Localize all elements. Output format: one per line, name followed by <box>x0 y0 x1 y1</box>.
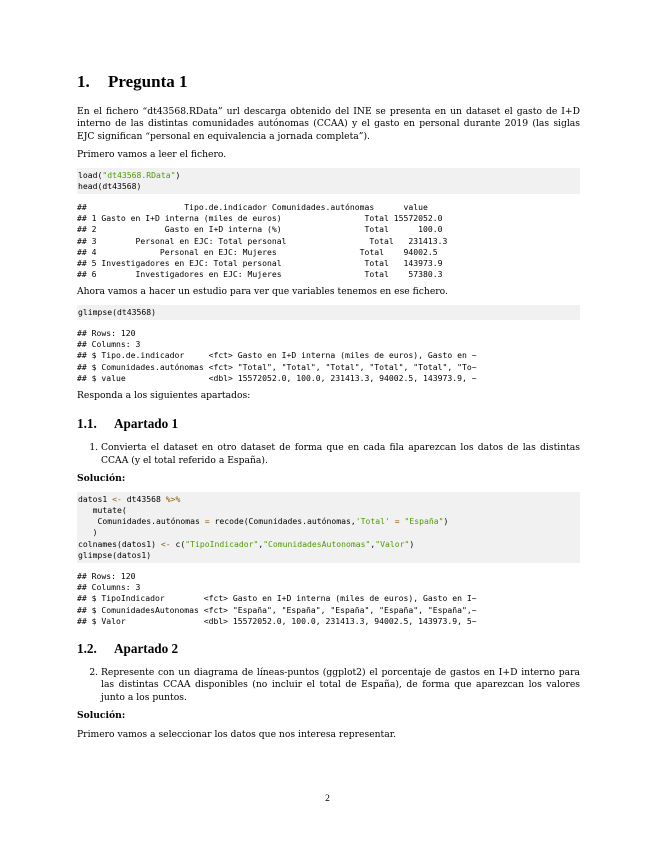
code-text: , <box>258 538 264 549</box>
output-line: ## $ ComunidadesAutonomas <fct> "España", "España", "España", "España", "España",~ <box>77 604 477 615</box>
output-block-datos1 <box>77 571 580 627</box>
solution-label-1: Solución: <box>77 473 126 485</box>
code-text: colnames(datos1) <box>78 538 161 549</box>
code-operator: %>% <box>165 493 181 504</box>
code-text: , <box>370 538 376 549</box>
output-line: ## Columns: 3 <box>77 582 141 593</box>
subsection-heading-2 <box>77 641 580 657</box>
output-line: ## Rows: 120 <box>77 570 136 581</box>
question-list-2 <box>77 667 580 704</box>
output-line: ## 3 Personal en EJC: Total personal Total 231413.3 <box>77 235 448 246</box>
output-block-glimpse <box>77 328 580 384</box>
code-block-mutate <box>77 492 580 563</box>
code-string: "Valor" <box>375 538 410 549</box>
code-string: "dt43568.RData" <box>102 169 176 180</box>
section-title: Pregunta 1 <box>108 72 188 91</box>
code-text: glimpse(datos1) <box>78 549 152 560</box>
code-text: recode(Comunidades.autónomas, <box>209 516 356 527</box>
question-item-1: 1. Convierta el dataset en otro dataset de forma que en cada fila aparezcan los datos de las distintas CCAA (y el total referido a España). <box>101 442 580 467</box>
code-text: ) <box>78 527 98 538</box>
code-string: "España" <box>404 516 444 527</box>
subsection-number: 1.1. <box>77 416 97 432</box>
code-block-glimpse <box>77 305 580 320</box>
output-line: ## 1 Gasto en I+D interna (miles de euros) Total 15572052.0 <box>77 213 443 224</box>
output-line: ## 5 Investigadores en EJC: Total personal Total 143973.9 <box>77 258 443 269</box>
page-content <box>77 72 580 747</box>
subsection-title: Apartado 1 <box>114 416 179 432</box>
code-text: datos1 <box>78 493 113 504</box>
read-paragraph: Primero vamos a leer el fichero. <box>77 149 227 161</box>
subsection-number: 1.2. <box>77 640 97 656</box>
section-number: 1. <box>77 72 90 91</box>
output-line: ## $ Valor <dbl> 15572052.0, 100.0, 231413.3, 94002.5, 143973.9, 5~ <box>77 615 477 626</box>
subsection-title: Apartado 2 <box>114 640 179 656</box>
code-string: 'Total' <box>355 516 390 527</box>
code-text: Comunidades.autónomas <box>78 516 205 527</box>
select-paragraph: Primero vamos a seleccionar los datos que nos interesa representar. <box>77 728 397 740</box>
code-block-load <box>77 168 580 194</box>
respond-paragraph: Responda a los siguientes apartados: <box>77 390 251 402</box>
output-line: ## 2 Gasto en I+D interna (%) Total 100.0 <box>77 224 443 235</box>
output-block-head <box>77 202 580 280</box>
output-line: ## Rows: 120 <box>77 328 136 339</box>
study-paragraph: Ahora vamos a hacer un estudio para ver que variables tenemos en ese fichero. <box>77 286 448 298</box>
intro-paragraph: En el fichero “dt43568.RData” url descarga obtenido del INE se presenta en un dataset el gasto de I+D interno de las distintas comunidades autónomas (CCAA) y el gasto en personal durante 2019 (las siglas EJC significan “personal en equivalencia a jornada completa”). <box>77 106 580 142</box>
output-line: ## $ TipoIndicador <fct> Gasto en I+D interna (miles de euros), Gasto en I~ <box>77 593 477 604</box>
code-string: "ComunidadesAutonomas" <box>263 538 371 549</box>
code-text: c( <box>170 538 186 549</box>
output-line: ## Tipo.de.indicador Comunidades.autónomas value <box>77 202 428 213</box>
output-line: ## 4 Personal en EJC: Mujeres Total 94002.5 <box>77 246 438 257</box>
code-text: mutate( <box>78 504 127 515</box>
code-text: load( <box>78 169 103 180</box>
code-text: ) <box>443 516 449 527</box>
output-line: ## $ value <dbl> 15572052.0, 100.0, 231413.3, 94002.5, 143973.9, ~ <box>77 372 477 383</box>
question-item-2: 2. Represente con un diagrama de líneas-puntos (ggplot2) el porcentaje de gastos en I+D interno para las distintas CCAA disponibles (no incluir el total de España), de forma que aparezcan los valores junto a los puntos. <box>101 667 580 704</box>
output-line: ## $ Tipo.de.indicador <fct> Gasto en I+D interna (miles de euros), Gasto en ~ <box>77 350 477 361</box>
question-list-1 <box>77 442 580 467</box>
code-text: ) <box>409 538 415 549</box>
code-operator: <- <box>160 538 171 549</box>
solution-label-2: Solución: <box>77 710 126 722</box>
code-operator: <- <box>112 493 122 504</box>
output-line: ## 6 Investigadores en EJC: Mujeres Total 57380.3 <box>77 269 443 280</box>
code-text: head(dt43568) <box>78 180 142 191</box>
page-number: 2 <box>325 794 330 804</box>
code-operator: = <box>204 516 210 527</box>
output-line: ## Columns: 3 <box>77 339 141 350</box>
code-text: glimpse(dt43568) <box>78 306 156 317</box>
code-text: dt43568 <box>121 493 166 504</box>
output-line: ## $ Comunidades.autónomas <fct> "Total", "Total", "Total", "Total", "Total", "To~ <box>77 361 477 372</box>
code-operator: = <box>389 516 405 527</box>
code-string: "TipoIndicador" <box>185 538 259 549</box>
section-heading <box>77 72 580 92</box>
code-text: ) <box>175 169 181 180</box>
subsection-heading-1 <box>77 416 580 432</box>
